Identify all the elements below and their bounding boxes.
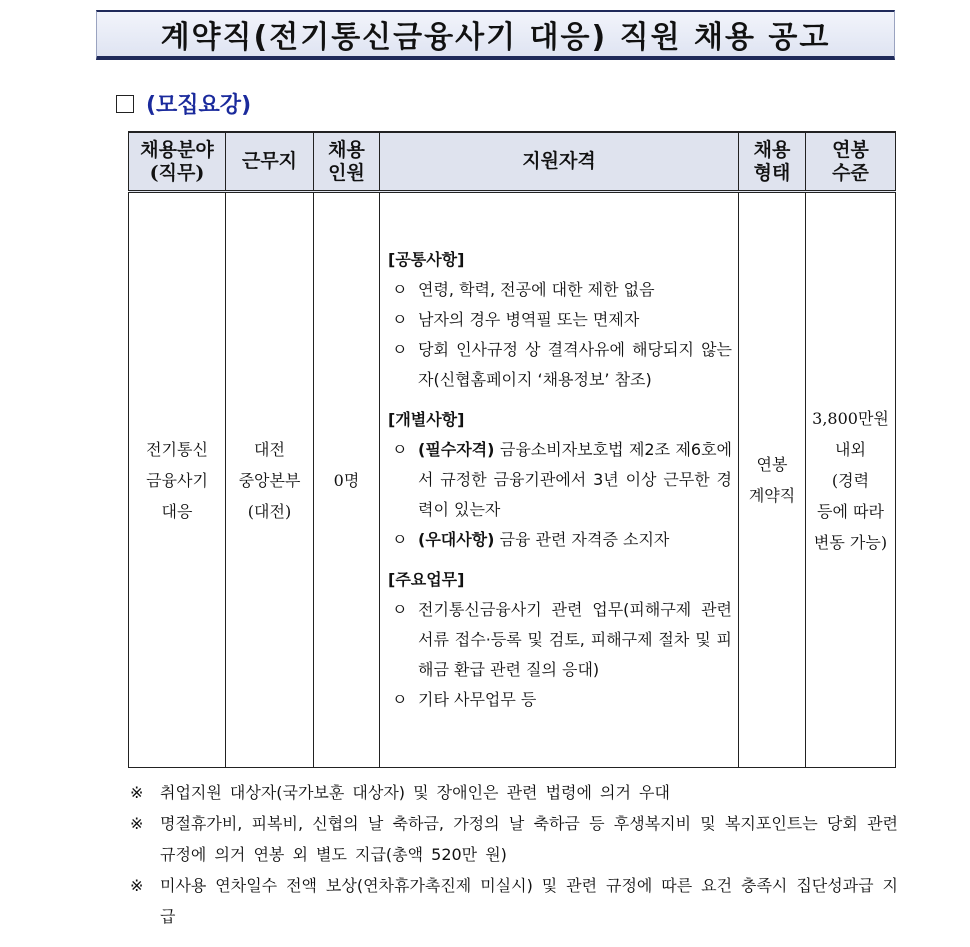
- footnote-text: 미사용 연차일수 전액 보상(연차휴가촉진제 미실시) 및 관련 규정에 따른 요건 충족시 집단성과급 지급: [160, 876, 898, 926]
- list-item: [388, 595, 732, 685]
- cell-salary-line: (경력: [831, 470, 870, 490]
- footnote-item: [130, 870, 898, 932]
- header-location: 근무지: [226, 132, 314, 192]
- section-heading-text: (모집요강): [146, 93, 252, 118]
- header-qualification: 지원자격: [380, 132, 739, 192]
- header-field: [129, 132, 226, 192]
- list-item-text: 남자의 경우 병역필 또는 면제자: [418, 310, 640, 329]
- list-item: [388, 305, 732, 335]
- header-count-line1: 채용: [328, 138, 365, 161]
- cell-salary-line: 등에 따라: [817, 501, 884, 521]
- cell-qualification: [380, 192, 739, 768]
- list-item: [388, 685, 732, 715]
- list-item: [388, 275, 732, 305]
- footnote-item: [130, 808, 898, 870]
- header-count: [314, 132, 380, 192]
- required-text: 금융소비자보호법 제2조 제6호에서 규정한 금융기관에서 3년 이상 근무한 경력이 있는자: [418, 440, 732, 519]
- bullet-circle-icon: ㅇ: [392, 280, 408, 299]
- cell-field: [129, 192, 226, 768]
- cell-field-line: 금융사기: [146, 470, 208, 490]
- section-heading: [116, 88, 251, 119]
- cell-field-line: 대응: [161, 501, 193, 521]
- header-salary-line2: 수준: [832, 161, 869, 184]
- header-type-line2: 형태: [753, 161, 791, 184]
- cell-salary-line: 변동 가능): [813, 532, 888, 552]
- header-salary-line1: 연봉: [832, 138, 869, 161]
- qual-individual-heading: [개별사항]: [388, 410, 465, 429]
- bullet-circle-icon: ㅇ: [392, 440, 408, 459]
- cell-type-line: 연봉: [756, 455, 788, 474]
- preferred-label: (우대사항): [418, 530, 495, 549]
- cell-count: 0명: [314, 192, 380, 768]
- required-label: (필수자격): [418, 440, 495, 459]
- list-item-text: [418, 435, 732, 525]
- cell-type: [739, 192, 806, 768]
- list-item-text: 연령, 학력, 전공에 대한 제한 없음: [418, 280, 655, 299]
- page-title: 계약직(전기통신금융사기 대응) 직원 채용 공고: [160, 20, 831, 55]
- header-type: [739, 132, 806, 192]
- qual-common-heading: [공통사항]: [388, 250, 465, 269]
- checkbox-square-icon: [116, 95, 134, 113]
- list-item: [388, 435, 732, 525]
- header-count-line2: 인원: [328, 161, 365, 184]
- preferred-text: 금융 관련 자격증 소지자: [494, 530, 670, 549]
- table-row: [129, 192, 896, 768]
- cell-location-line: 대전: [254, 439, 285, 459]
- bullet-circle-icon: ㅇ: [392, 310, 408, 329]
- list-item-text: 전기통신금융사기 관련 업무(피해구제 관련 서류 접수·등록 및 검토, 피해구제 절차 및 피해금 환급 관련 질의 응대): [418, 600, 732, 679]
- list-item-text: 당회 인사규정 상 결격사유에 해당되지 않는 자(신협홈페이지 ‘채용정보’ 참조): [418, 340, 732, 389]
- recruitment-table: [128, 131, 896, 768]
- cell-field-line: 전기통신: [146, 439, 208, 459]
- cell-location-line: 중앙본부: [238, 470, 301, 490]
- reference-mark-icon: ※: [130, 876, 144, 895]
- cell-location: [226, 192, 314, 768]
- reference-mark-icon: ※: [130, 783, 144, 802]
- cell-salary-line: 3,800만원: [812, 408, 889, 428]
- footnote-item: [130, 777, 898, 808]
- bullet-circle-icon: ㅇ: [392, 600, 408, 619]
- title-bar: [96, 10, 895, 60]
- list-item-text: [418, 525, 732, 555]
- cell-salary: [806, 192, 896, 768]
- header-type-line1: 채용: [753, 138, 791, 161]
- qual-duties-heading: [주요업무]: [388, 570, 465, 589]
- bullet-circle-icon: ㅇ: [392, 530, 408, 549]
- bullet-circle-icon: ㅇ: [392, 690, 408, 709]
- footnote-text: 명절휴가비, 피복비, 신협의 날 축하금, 가정의 날 축하금 등 후생복지비 및 복지포인트는 당회 관련 규정에 의거 연봉 외 별도 지급(총액 520만 원): [160, 814, 898, 864]
- table-header-row: [129, 132, 896, 192]
- list-item: [388, 335, 732, 395]
- list-item: [388, 525, 732, 555]
- footnotes: [130, 777, 898, 932]
- cell-salary-line: 내외: [835, 439, 866, 459]
- cell-location-line: (대전): [247, 501, 292, 521]
- header-field-line1: 채용분야: [140, 138, 214, 161]
- bullet-circle-icon: ㅇ: [392, 340, 408, 359]
- cell-type-line: 계약직: [748, 486, 796, 505]
- header-field-line2: (직무): [149, 161, 205, 184]
- footnote-text: 취업지원 대상자(국가보훈 대상자) 및 장애인은 관련 법령에 의거 우대: [160, 783, 670, 802]
- header-salary: [806, 132, 896, 192]
- reference-mark-icon: ※: [130, 814, 144, 833]
- list-item-text: 기타 사무업무 등: [418, 690, 537, 709]
